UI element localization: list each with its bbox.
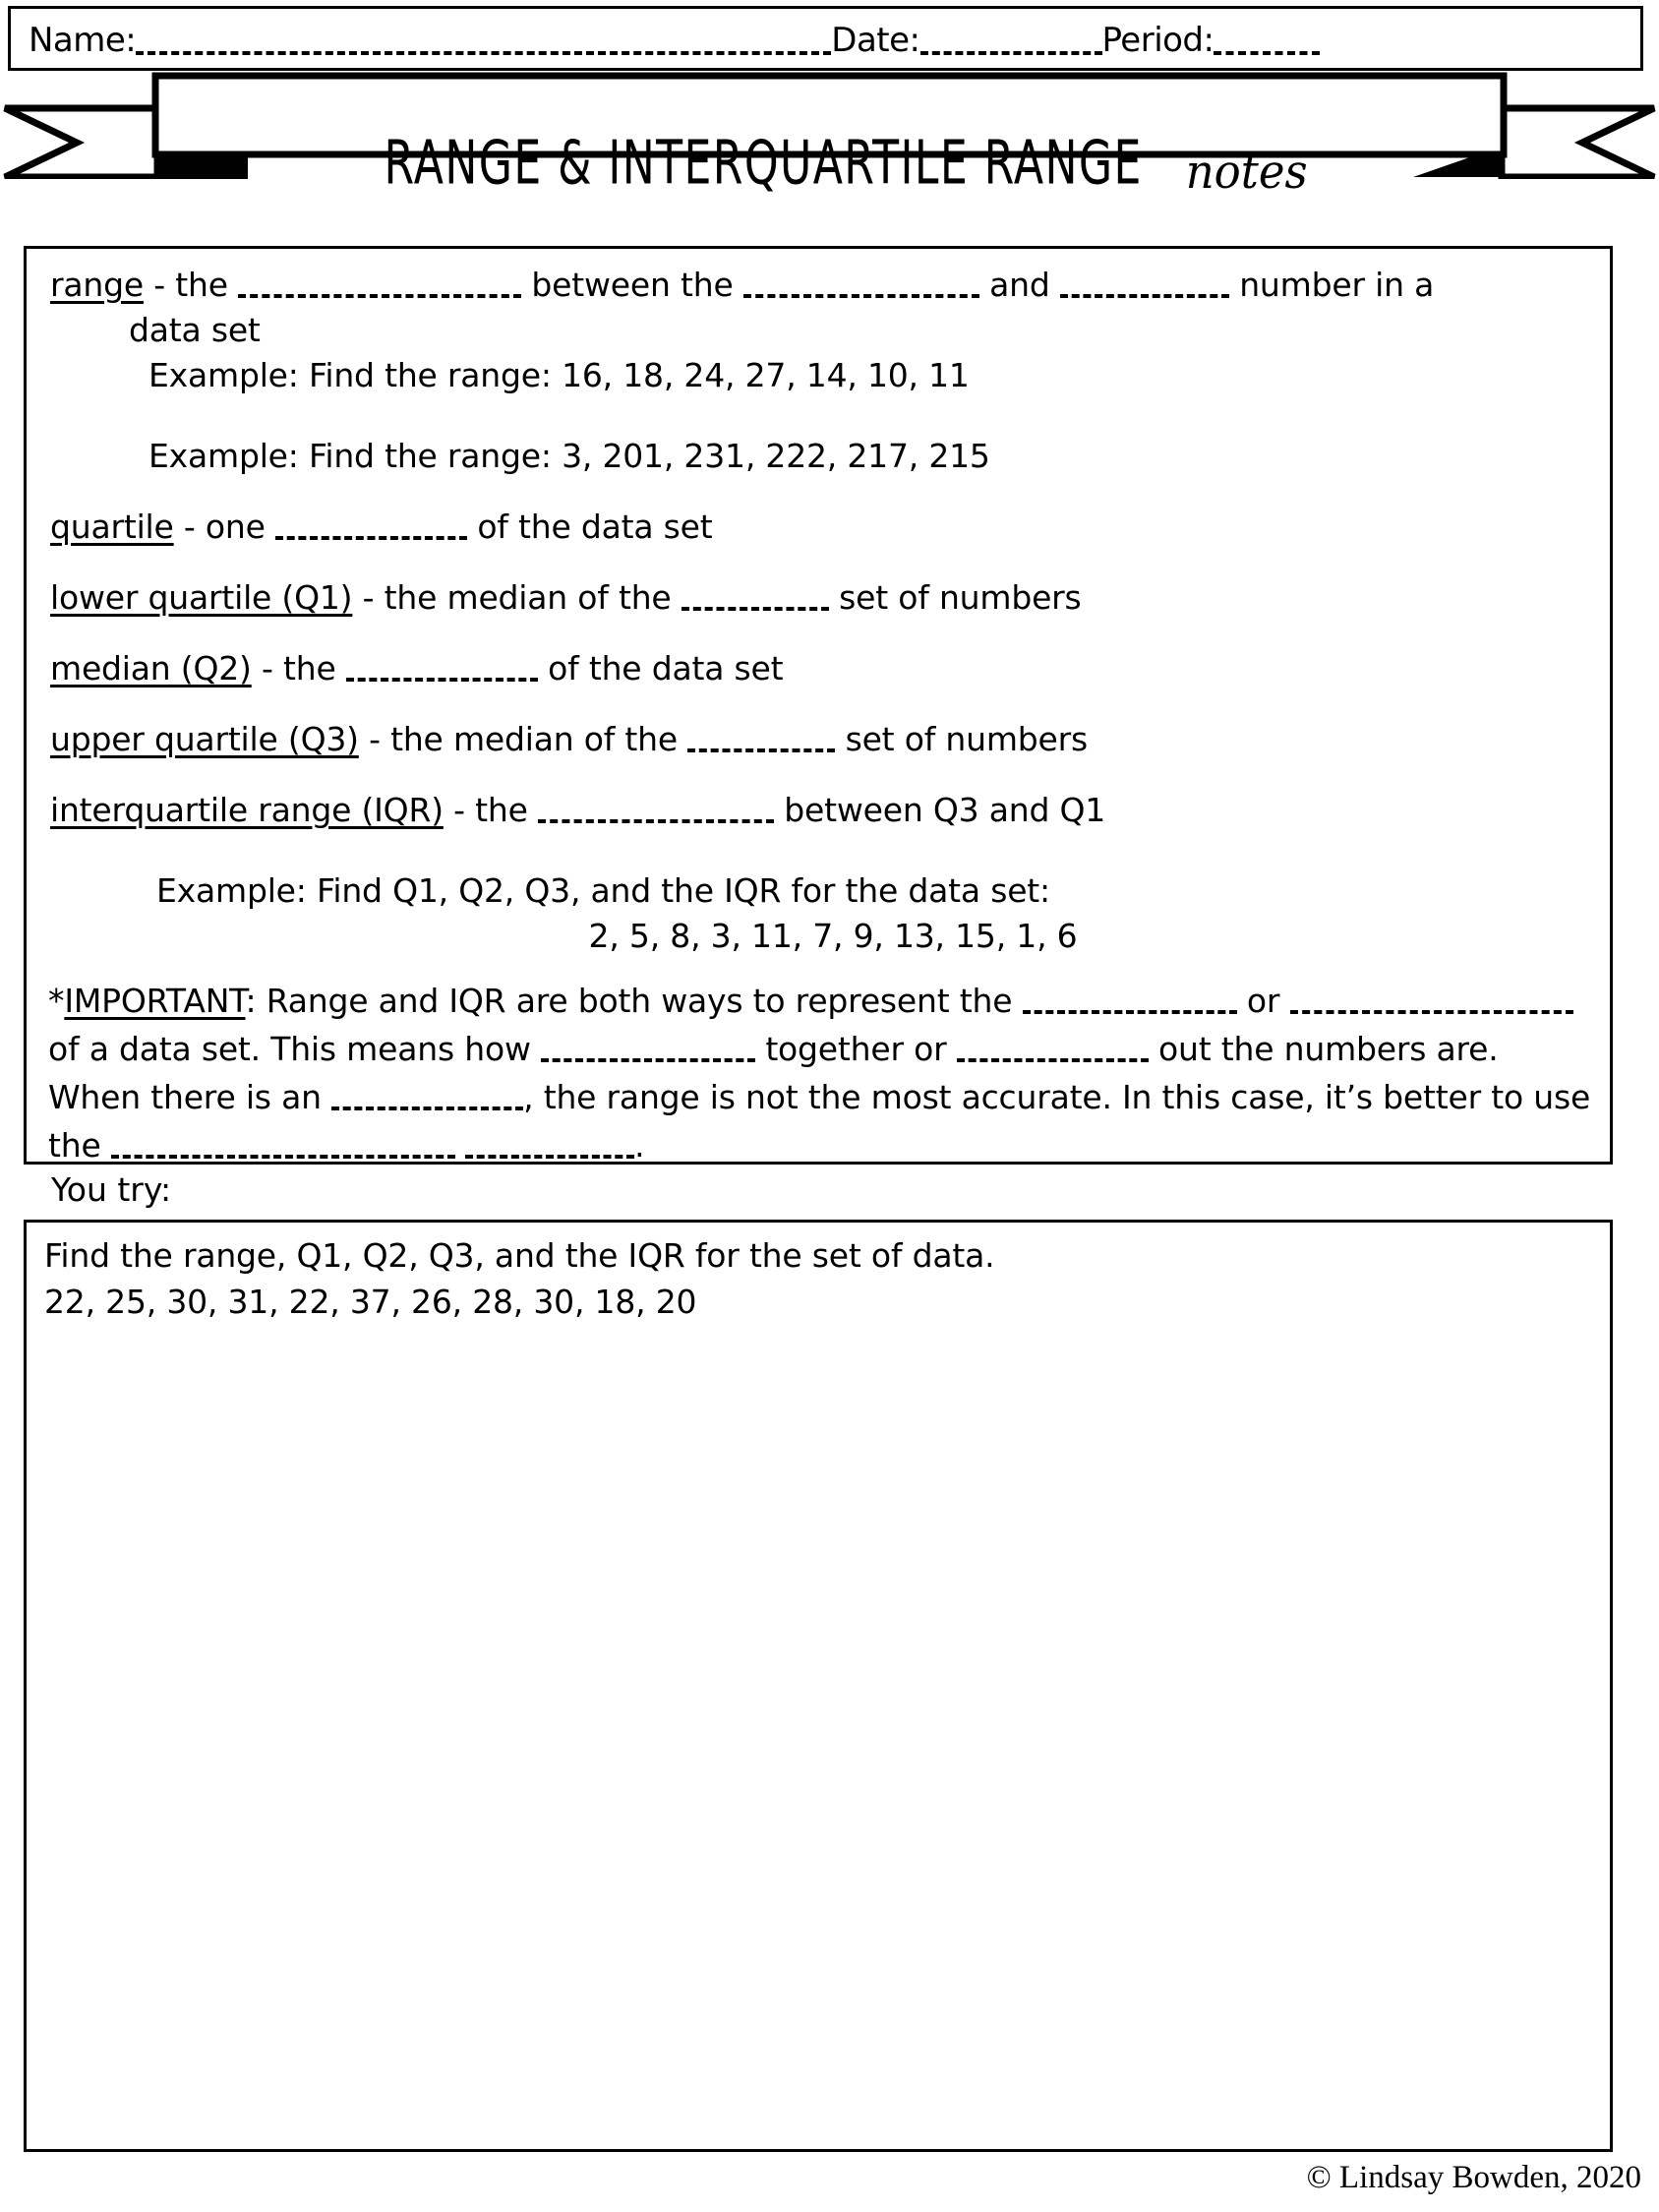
important-t8: .	[634, 1126, 645, 1165]
median-text-2: of the data set	[537, 649, 784, 688]
range-blank-2[interactable]	[743, 274, 979, 298]
spacer	[50, 762, 1596, 788]
important-blank-7[interactable]	[465, 1135, 634, 1159]
important-text	[48, 977, 1596, 1169]
student-info-row	[29, 11, 1627, 70]
uq-text-2: set of numbers	[835, 720, 1088, 758]
spacer	[50, 398, 1596, 434]
definition-quartile	[50, 505, 1596, 550]
you-try-prompt: Find the range, Q1, Q2, Q3, and the IQR for the set of data.	[44, 1236, 995, 1275]
term-median: median (Q2)	[50, 649, 252, 688]
important-t1: : Range and IQR are both ways to represent the	[245, 982, 1023, 1020]
example-3-data: 2, 5, 8, 3, 11, 7, 9, 13, 15, 1, 6	[588, 917, 1078, 955]
range-text-2: between the	[521, 266, 743, 304]
important-blank-3[interactable]	[541, 1039, 755, 1062]
quartile-text-1: - one	[173, 508, 276, 546]
date-input-line[interactable]	[920, 30, 1102, 55]
range-text-1: - the	[143, 266, 239, 304]
uq-text-1: - the median of the	[358, 720, 688, 758]
spacer	[50, 550, 1596, 575]
you-try-data: 22, 25, 30, 31, 22, 37, 26, 28, 30, 18, 20	[44, 1283, 697, 1321]
iqr-text-2: between Q3 and Q1	[774, 791, 1106, 829]
upper-quartile-blank[interactable]	[687, 729, 835, 752]
spacer	[50, 479, 1596, 505]
important-star: *	[48, 982, 65, 1020]
definition-range	[50, 263, 1596, 308]
important-blank-2[interactable]	[1290, 990, 1573, 1014]
quartile-blank-1[interactable]	[275, 516, 467, 540]
median-blank[interactable]	[346, 658, 538, 682]
important-blank-5[interactable]	[331, 1087, 523, 1110]
definition-median	[50, 646, 1596, 691]
range-text-3: and	[978, 266, 1060, 304]
spacer	[50, 833, 1596, 868]
term-upper-quartile: upper quartile (Q3)	[50, 720, 359, 758]
quartile-text-2: of the data set	[467, 508, 713, 546]
definition-lower-quartile	[50, 575, 1596, 621]
definition-iqr	[50, 788, 1596, 833]
example-2: Example: Find the range: 3, 201, 231, 222, 217, 215	[148, 437, 990, 475]
spacer	[50, 621, 1596, 646]
lq-text-2: set of numbers	[828, 578, 1082, 617]
important-t6: , the range is not the most accurate. In this case, it’s better to use the	[48, 1078, 1591, 1165]
student-info-box	[8, 6, 1643, 71]
you-try-box[interactable]	[24, 1220, 1613, 2152]
median-text-1: - the	[251, 649, 346, 688]
banner-title-main: RANGE & INTERQUARTILE RANGE	[384, 128, 1144, 199]
term-lower-quartile: lower quartile (Q1)	[50, 578, 353, 617]
range-text-4: number in a	[1228, 266, 1435, 304]
important-t5: out the numbers are. When there is an	[48, 1030, 1499, 1116]
range-blank-1[interactable]	[238, 274, 521, 298]
you-try-label: You try:	[51, 1170, 172, 1209]
date-label: Date:	[831, 21, 920, 60]
important-t4: together or	[755, 1030, 957, 1068]
iqr-text-1: - the	[443, 791, 539, 829]
lq-text-1: - the median of the	[352, 578, 681, 617]
important-t7	[455, 1126, 465, 1165]
important-blank-4[interactable]	[957, 1039, 1149, 1062]
example-1: Example: Find the range: 16, 18, 24, 27, 14, 10, 11	[148, 356, 970, 394]
name-input-line[interactable]	[136, 30, 831, 55]
you-try-content	[44, 1232, 1598, 1325]
period-input-line[interactable]	[1214, 30, 1320, 55]
iqr-blank[interactable]	[538, 800, 774, 823]
term-range: range	[50, 266, 144, 304]
name-label: Name:	[29, 21, 137, 60]
important-blank-6[interactable]	[111, 1135, 455, 1159]
important-t2: or	[1236, 982, 1290, 1020]
term-quartile: quartile	[50, 508, 174, 546]
banner-ribbon-shape	[0, 71, 1659, 179]
important-label: IMPORTANT	[64, 982, 246, 1020]
notes-content	[50, 263, 1596, 959]
copyright-footer: © Lindsay Bowden, 2020	[1306, 2160, 1641, 2195]
banner-title-script: notes	[1185, 144, 1308, 200]
term-iqr: interquartile range (IQR)	[50, 791, 444, 829]
title-banner	[0, 71, 1659, 200]
definition-range-continuation: data set	[129, 311, 261, 349]
lower-quartile-blank[interactable]	[681, 587, 829, 611]
period-label: Period:	[1101, 21, 1215, 60]
important-t3: of a data set. This means how	[48, 1030, 542, 1068]
range-blank-3[interactable]	[1060, 274, 1229, 298]
definition-upper-quartile	[50, 717, 1596, 762]
example-3-prompt: Example: Find Q1, Q2, Q3, and the IQR for the data set:	[156, 871, 1050, 910]
important-blank-1[interactable]	[1023, 990, 1237, 1014]
spacer	[50, 691, 1596, 717]
notes-box	[24, 246, 1613, 1165]
important-note	[48, 977, 1596, 1169]
